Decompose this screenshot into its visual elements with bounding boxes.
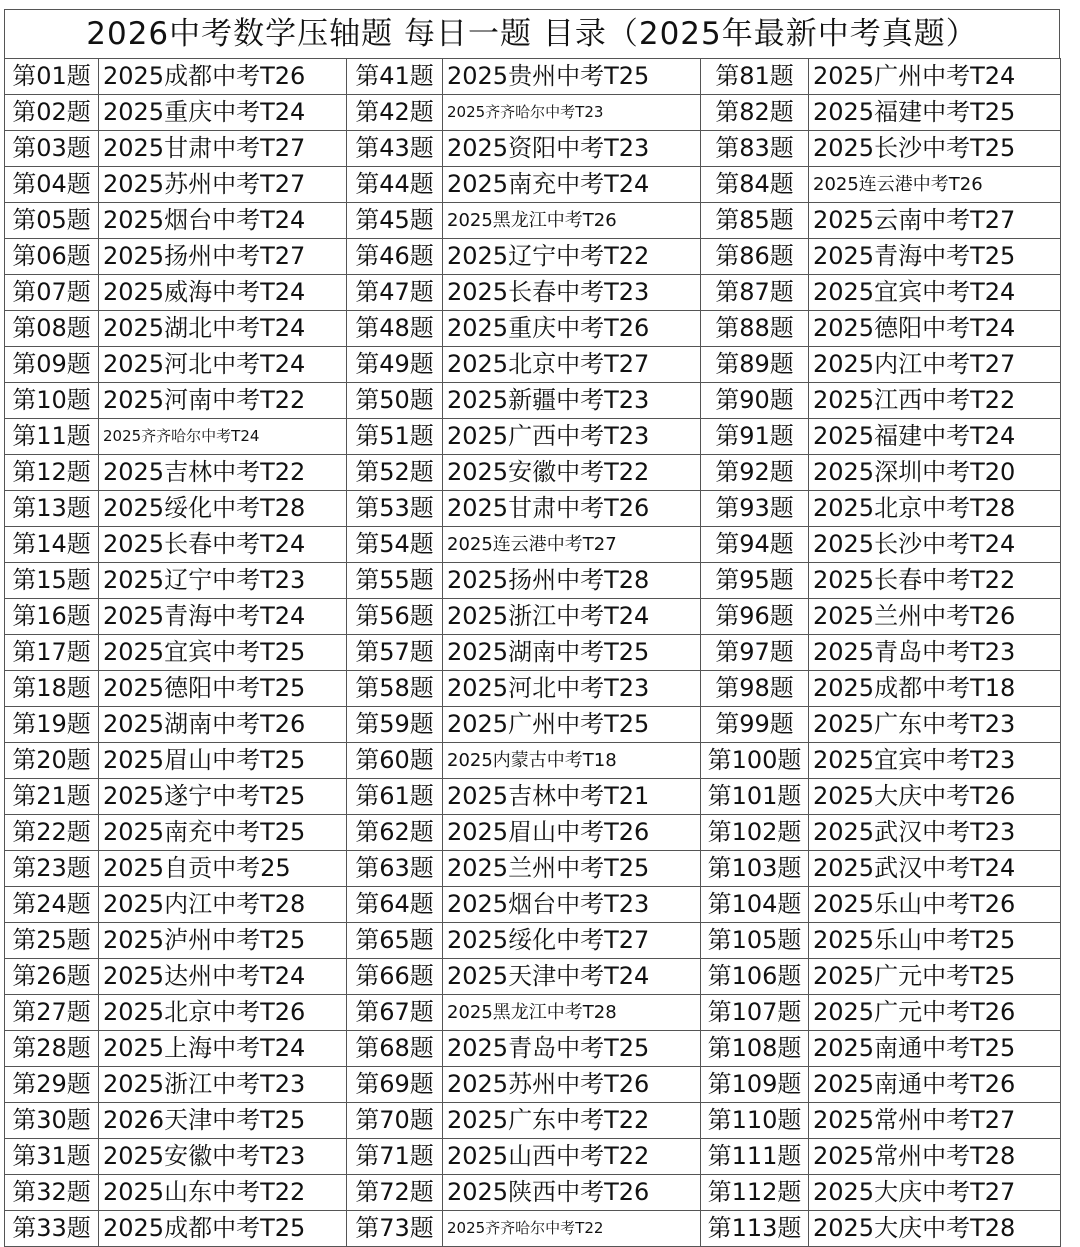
table-row — [5, 851, 1061, 887]
problem-source: 2025吉林中考T21 — [443, 779, 701, 815]
problem-source: 2025福建中考T24 — [809, 419, 1061, 455]
problem-number: 第09题 — [5, 347, 99, 383]
problem-source: 2025安徽中考T22 — [443, 455, 701, 491]
problem-source: 2025广西中考T23 — [443, 419, 701, 455]
problem-source: 2025河北中考T23 — [443, 671, 701, 707]
problem-number: 第23题 — [5, 851, 99, 887]
toc-body — [5, 59, 1061, 1247]
problem-number: 第66题 — [347, 959, 443, 995]
table-row — [5, 239, 1061, 275]
problem-source: 2025南通中考T25 — [809, 1031, 1061, 1067]
problem-number: 第42题 — [347, 95, 443, 131]
problem-source: 2025兰州中考T25 — [443, 851, 701, 887]
problem-source: 2025宜宾中考T25 — [99, 635, 347, 671]
problem-number: 第93题 — [701, 491, 809, 527]
problem-source: 2025资阳中考T23 — [443, 131, 701, 167]
table-row — [5, 923, 1061, 959]
problem-number: 第102题 — [701, 815, 809, 851]
problem-number: 第90题 — [701, 383, 809, 419]
problem-source: 2025重庆中考T24 — [99, 95, 347, 131]
problem-number: 第12题 — [5, 455, 99, 491]
problem-source: 2025齐齐哈尔中考T22 — [443, 1211, 701, 1247]
problem-source: 2025山东中考T22 — [99, 1175, 347, 1211]
toc-sheet — [4, 9, 1060, 1247]
problem-source: 2025湖南中考T25 — [443, 635, 701, 671]
problem-source: 2025乐山中考T25 — [809, 923, 1061, 959]
problem-source: 2025广元中考T26 — [809, 995, 1061, 1031]
problem-source: 2025广东中考T23 — [809, 707, 1061, 743]
problem-source: 2025北京中考T27 — [443, 347, 701, 383]
problem-number: 第84题 — [701, 167, 809, 203]
table-row — [5, 1175, 1061, 1211]
problem-number: 第105题 — [701, 923, 809, 959]
problem-number: 第101题 — [701, 779, 809, 815]
table-row — [5, 59, 1061, 95]
problem-number: 第24题 — [5, 887, 99, 923]
problem-source: 2025广元中考T25 — [809, 959, 1061, 995]
problem-number: 第11题 — [5, 419, 99, 455]
problem-source: 2025新疆中考T23 — [443, 383, 701, 419]
problem-source: 2025泸州中考T25 — [99, 923, 347, 959]
table-row — [5, 203, 1061, 239]
problem-number: 第62题 — [347, 815, 443, 851]
problem-source: 2025深圳中考T20 — [809, 455, 1061, 491]
problem-source: 2025广州中考T25 — [443, 707, 701, 743]
problem-number: 第61题 — [347, 779, 443, 815]
problem-source: 2025大庆中考T28 — [809, 1211, 1061, 1247]
problem-source: 2025绥化中考T27 — [443, 923, 701, 959]
problem-number: 第13题 — [5, 491, 99, 527]
toc-table — [4, 58, 1061, 1247]
problem-number: 第60题 — [347, 743, 443, 779]
problem-number: 第111题 — [701, 1139, 809, 1175]
problem-number: 第01题 — [5, 59, 99, 95]
problem-source: 2025眉山中考T26 — [443, 815, 701, 851]
problem-number: 第15题 — [5, 563, 99, 599]
problem-number: 第97题 — [701, 635, 809, 671]
problem-number: 第58题 — [347, 671, 443, 707]
problem-number: 第05题 — [5, 203, 99, 239]
problem-source: 2025云南中考T27 — [809, 203, 1061, 239]
table-row — [5, 1211, 1061, 1247]
problem-source: 2025辽宁中考T22 — [443, 239, 701, 275]
problem-number: 第32题 — [5, 1175, 99, 1211]
problem-number: 第91题 — [701, 419, 809, 455]
problem-number: 第08题 — [5, 311, 99, 347]
problem-number: 第49题 — [347, 347, 443, 383]
problem-source: 2025达州中考T24 — [99, 959, 347, 995]
problem-number: 第22题 — [5, 815, 99, 851]
problem-number: 第98题 — [701, 671, 809, 707]
problem-number: 第103题 — [701, 851, 809, 887]
problem-number: 第55题 — [347, 563, 443, 599]
problem-number: 第52题 — [347, 455, 443, 491]
problem-source: 2025长沙中考T25 — [809, 131, 1061, 167]
table-row — [5, 167, 1061, 203]
problem-number: 第88题 — [701, 311, 809, 347]
problem-source: 2025成都中考T18 — [809, 671, 1061, 707]
problem-source: 2025威海中考T24 — [99, 275, 347, 311]
problem-number: 第87题 — [701, 275, 809, 311]
problem-source: 2025陕西中考T26 — [443, 1175, 701, 1211]
problem-number: 第106题 — [701, 959, 809, 995]
problem-number: 第19题 — [5, 707, 99, 743]
problem-source: 2025自贡中考25 — [99, 851, 347, 887]
problem-source: 2025河南中考T22 — [99, 383, 347, 419]
problem-source: 2025成都中考T25 — [99, 1211, 347, 1247]
problem-number: 第110题 — [701, 1103, 809, 1139]
problem-source: 2025烟台中考T24 — [99, 203, 347, 239]
problem-number: 第85题 — [701, 203, 809, 239]
problem-number: 第81题 — [701, 59, 809, 95]
problem-number: 第64题 — [347, 887, 443, 923]
problem-source: 2025天津中考T24 — [443, 959, 701, 995]
problem-source: 2025连云港中考T26 — [809, 167, 1061, 203]
problem-number: 第06题 — [5, 239, 99, 275]
problem-source: 2025烟台中考T23 — [443, 887, 701, 923]
problem-source: 2025青岛中考T23 — [809, 635, 1061, 671]
table-row — [5, 131, 1061, 167]
problem-source: 2025齐齐哈尔中考T24 — [99, 419, 347, 455]
problem-source: 2025成都中考T26 — [99, 59, 347, 95]
problem-source: 2025宜宾中考T23 — [809, 743, 1061, 779]
table-row — [5, 1067, 1061, 1103]
problem-number: 第07题 — [5, 275, 99, 311]
problem-source: 2025江西中考T22 — [809, 383, 1061, 419]
problem-source: 2025苏州中考T26 — [443, 1067, 701, 1103]
problem-number: 第50题 — [347, 383, 443, 419]
problem-source: 2025长春中考T23 — [443, 275, 701, 311]
problem-number: 第112题 — [701, 1175, 809, 1211]
problem-source: 2025武汉中考T24 — [809, 851, 1061, 887]
problem-number: 第18题 — [5, 671, 99, 707]
problem-source: 2025乐山中考T26 — [809, 887, 1061, 923]
problem-number: 第92题 — [701, 455, 809, 491]
problem-number: 第100题 — [701, 743, 809, 779]
problem-source: 2025甘肃中考T27 — [99, 131, 347, 167]
problem-number: 第25题 — [5, 923, 99, 959]
problem-source: 2025重庆中考T26 — [443, 311, 701, 347]
problem-source: 2025宜宾中考T24 — [809, 275, 1061, 311]
problem-number: 第68题 — [347, 1031, 443, 1067]
problem-number: 第20题 — [5, 743, 99, 779]
problem-source: 2025河北中考T24 — [99, 347, 347, 383]
problem-number: 第72题 — [347, 1175, 443, 1211]
problem-source: 2025内江中考T27 — [809, 347, 1061, 383]
problem-number: 第33题 — [5, 1211, 99, 1247]
problem-number: 第109题 — [701, 1067, 809, 1103]
table-row — [5, 599, 1061, 635]
problem-number: 第57题 — [347, 635, 443, 671]
problem-number: 第56题 — [347, 599, 443, 635]
table-row — [5, 383, 1061, 419]
problem-source: 2025长春中考T22 — [809, 563, 1061, 599]
problem-number: 第48题 — [347, 311, 443, 347]
page-title: 2026中考数学压轴题 每日一题 目录（2025年最新中考真题） — [4, 9, 1060, 58]
problem-number: 第31题 — [5, 1139, 99, 1175]
table-row — [5, 455, 1061, 491]
problem-source: 2026天津中考T25 — [99, 1103, 347, 1139]
problem-source: 2025武汉中考T23 — [809, 815, 1061, 851]
problem-source: 2025广州中考T24 — [809, 59, 1061, 95]
problem-source: 2025常州中考T27 — [809, 1103, 1061, 1139]
problem-number: 第104题 — [701, 887, 809, 923]
problem-number: 第14题 — [5, 527, 99, 563]
problem-number: 第41题 — [347, 59, 443, 95]
table-row — [5, 671, 1061, 707]
table-row — [5, 959, 1061, 995]
problem-source: 2025南通中考T26 — [809, 1067, 1061, 1103]
problem-number: 第26题 — [5, 959, 99, 995]
problem-source: 2025青海中考T24 — [99, 599, 347, 635]
table-row — [5, 995, 1061, 1031]
problem-source: 2025扬州中考T27 — [99, 239, 347, 275]
problem-number: 第45题 — [347, 203, 443, 239]
table-row — [5, 1031, 1061, 1067]
problem-number: 第54题 — [347, 527, 443, 563]
problem-number: 第82题 — [701, 95, 809, 131]
problem-source: 2025眉山中考T25 — [99, 743, 347, 779]
table-row — [5, 563, 1061, 599]
problem-number: 第89题 — [701, 347, 809, 383]
problem-source: 2025连云港中考T27 — [443, 527, 701, 563]
problem-source: 2025兰州中考T26 — [809, 599, 1061, 635]
problem-source: 2025贵州中考T25 — [443, 59, 701, 95]
problem-source: 2025安徽中考T23 — [99, 1139, 347, 1175]
table-row — [5, 1103, 1061, 1139]
problem-number: 第03题 — [5, 131, 99, 167]
problem-source: 2025常州中考T28 — [809, 1139, 1061, 1175]
problem-source: 2025南充中考T25 — [99, 815, 347, 851]
problem-number: 第28题 — [5, 1031, 99, 1067]
problem-source: 2025德阳中考T25 — [99, 671, 347, 707]
problem-source: 2025甘肃中考T26 — [443, 491, 701, 527]
problem-source: 2025长春中考T24 — [99, 527, 347, 563]
problem-source: 2025内蒙古中考T18 — [443, 743, 701, 779]
problem-number: 第96题 — [701, 599, 809, 635]
problem-source: 2025绥化中考T28 — [99, 491, 347, 527]
problem-number: 第16题 — [5, 599, 99, 635]
problem-source: 2025南充中考T24 — [443, 167, 701, 203]
problem-number: 第95题 — [701, 563, 809, 599]
table-row — [5, 491, 1061, 527]
problem-number: 第04题 — [5, 167, 99, 203]
problem-source: 2025苏州中考T27 — [99, 167, 347, 203]
table-row — [5, 275, 1061, 311]
problem-number: 第94题 — [701, 527, 809, 563]
problem-number: 第53题 — [347, 491, 443, 527]
problem-number: 第30题 — [5, 1103, 99, 1139]
problem-number: 第83题 — [701, 131, 809, 167]
problem-number: 第47题 — [347, 275, 443, 311]
problem-number: 第73题 — [347, 1211, 443, 1247]
problem-source: 2025青海中考T25 — [809, 239, 1061, 275]
table-row — [5, 311, 1061, 347]
problem-number: 第51题 — [347, 419, 443, 455]
problem-source: 2025福建中考T25 — [809, 95, 1061, 131]
problem-number: 第44题 — [347, 167, 443, 203]
problem-source: 2025青岛中考T25 — [443, 1031, 701, 1067]
problem-source: 2025大庆中考T27 — [809, 1175, 1061, 1211]
problem-source: 2025齐齐哈尔中考T23 — [443, 95, 701, 131]
problem-number: 第71题 — [347, 1139, 443, 1175]
table-row — [5, 1139, 1061, 1175]
problem-number: 第02题 — [5, 95, 99, 131]
problem-source: 2025上海中考T24 — [99, 1031, 347, 1067]
problem-source: 2025长沙中考T24 — [809, 527, 1061, 563]
problem-source: 2025黑龙江中考T26 — [443, 203, 701, 239]
problem-source: 2025黑龙江中考T28 — [443, 995, 701, 1031]
problem-number: 第99题 — [701, 707, 809, 743]
problem-number: 第43题 — [347, 131, 443, 167]
table-row — [5, 347, 1061, 383]
table-row — [5, 635, 1061, 671]
problem-source: 2025内江中考T28 — [99, 887, 347, 923]
problem-source: 2025德阳中考T24 — [809, 311, 1061, 347]
problem-number: 第70题 — [347, 1103, 443, 1139]
problem-source: 2025湖南中考T26 — [99, 707, 347, 743]
problem-number: 第63题 — [347, 851, 443, 887]
problem-number: 第29题 — [5, 1067, 99, 1103]
problem-number: 第59题 — [347, 707, 443, 743]
table-row — [5, 95, 1061, 131]
problem-source: 2025大庆中考T26 — [809, 779, 1061, 815]
problem-source: 2025浙江中考T23 — [99, 1067, 347, 1103]
problem-source: 2025北京中考T26 — [99, 995, 347, 1031]
table-row — [5, 815, 1061, 851]
problem-number: 第67题 — [347, 995, 443, 1031]
problem-source: 2025扬州中考T28 — [443, 563, 701, 599]
problem-number: 第69题 — [347, 1067, 443, 1103]
table-row — [5, 707, 1061, 743]
problem-number: 第113题 — [701, 1211, 809, 1247]
table-row — [5, 419, 1061, 455]
problem-source: 2025辽宁中考T23 — [99, 563, 347, 599]
problem-source: 2025遂宁中考T25 — [99, 779, 347, 815]
problem-source: 2025广东中考T22 — [443, 1103, 701, 1139]
table-row — [5, 743, 1061, 779]
problem-source: 2025湖北中考T24 — [99, 311, 347, 347]
table-row — [5, 887, 1061, 923]
problem-source: 2025吉林中考T22 — [99, 455, 347, 491]
problem-source: 2025北京中考T28 — [809, 491, 1061, 527]
table-row — [5, 779, 1061, 815]
problem-number: 第10题 — [5, 383, 99, 419]
problem-number: 第46题 — [347, 239, 443, 275]
problem-number: 第86题 — [701, 239, 809, 275]
problem-number: 第21题 — [5, 779, 99, 815]
problem-number: 第108题 — [701, 1031, 809, 1067]
table-row — [5, 527, 1061, 563]
problem-number: 第65题 — [347, 923, 443, 959]
problem-source: 2025山西中考T22 — [443, 1139, 701, 1175]
problem-number: 第27题 — [5, 995, 99, 1031]
problem-number: 第17题 — [5, 635, 99, 671]
problem-source: 2025浙江中考T24 — [443, 599, 701, 635]
problem-number: 第107题 — [701, 995, 809, 1031]
